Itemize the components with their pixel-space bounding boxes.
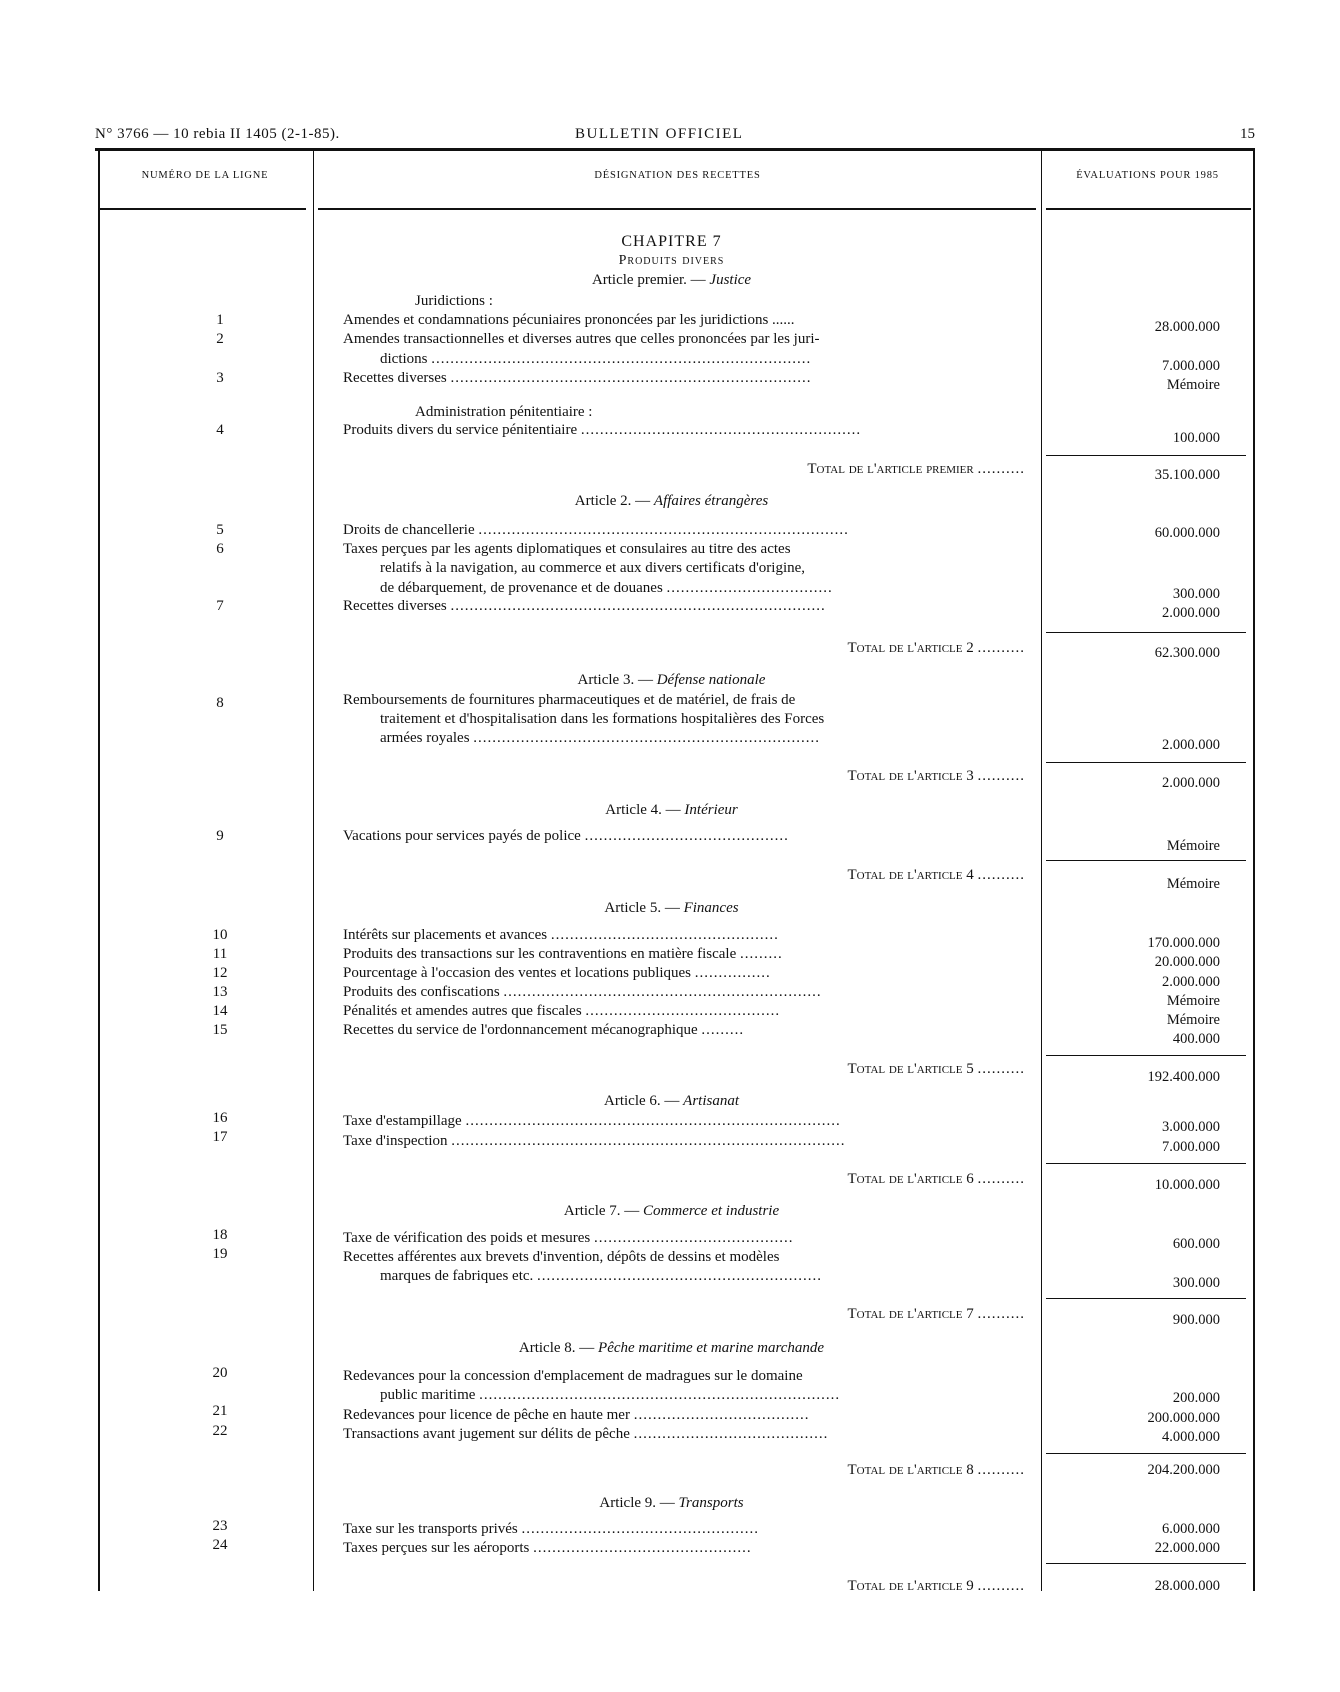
line-description: Recettes afférentes aux brevets d'invention, dépôts de dessins et modèles: [343, 1249, 780, 1265]
subtotal-rule: [1046, 455, 1246, 456]
line-description: Taxe d'inspection ...................................................................................: [343, 1133, 846, 1149]
line-number: 12: [212, 965, 228, 981]
line-value: 200.000.000: [1147, 1410, 1220, 1426]
line-description: Pénalités et amendes autres que fiscales .........................................: [343, 1003, 781, 1019]
right-border: [1253, 151, 1255, 1591]
line-number: 16: [212, 1110, 228, 1126]
article-total-value: 2.000.000: [1162, 775, 1220, 791]
line-number: 6: [216, 541, 224, 557]
line-value: 4.000.000: [1162, 1429, 1220, 1445]
line-number: 21: [212, 1403, 228, 1419]
article-total-value: 28.000.000: [1154, 1578, 1220, 1594]
line-description: Recettes du service de l'ordonnancement mécanographique .........: [343, 1022, 745, 1038]
column-header-designation: DÉSIGNATION DES RECETTES: [594, 170, 761, 181]
line-value: 6.000.000: [1162, 1521, 1220, 1537]
line-description: Taxes perçues sur les aéroports ..............................................: [343, 1540, 752, 1556]
line-value: 170.000.000: [1147, 935, 1220, 951]
subtotal-rule: [1046, 762, 1246, 763]
line-value: 300.000: [1172, 586, 1220, 602]
line-value: 60.000.000: [1154, 525, 1220, 541]
line-description: Redevances pour licence de pêche en haute mer .....................................: [343, 1407, 810, 1423]
article-total-value: 900.000: [1172, 1312, 1220, 1328]
page-number: 15: [1240, 126, 1255, 142]
header-underline-2: [318, 208, 1036, 210]
article-heading: Article 8. — Pêche maritime et marine marchande: [518, 1340, 825, 1356]
article-total-label: Total de l'article 6 ..........: [847, 1171, 1025, 1187]
line-description: Redevances pour la concession d'emplacement de madragues sur le domaine: [343, 1368, 803, 1384]
article-heading: Article 2. — Affaires étrangères: [574, 493, 769, 509]
line-number: 13: [212, 984, 228, 1000]
line-description-cont: dictions ................................................................................: [380, 351, 812, 367]
line-description: Pourcentage à l'occasion des ventes et locations publiques ................: [343, 965, 771, 981]
header-underline-3: [1046, 208, 1251, 210]
line-number: 2: [216, 331, 224, 347]
line-number: 5: [216, 522, 224, 538]
subtotal-rule: [1046, 1298, 1246, 1299]
line-description-cont: armées royales .........................................................................: [380, 730, 821, 746]
article-heading: Article premier. — Justice: [591, 272, 752, 288]
line-description: Taxe de vérification des poids et mesures ..........................................: [343, 1230, 794, 1246]
article-total-label: Total de l'article 3 ..........: [847, 768, 1025, 784]
line-description: Droits de chancellerie ..............................................................................: [343, 522, 849, 538]
line-value: 28.000.000: [1154, 319, 1220, 335]
issue-reference: N° 3766 — 10 rebia II 1405 (2-1-85).: [95, 126, 340, 142]
line-value: 2.000.000: [1162, 737, 1220, 753]
line-description: Taxe d'estampillage ...............................................................................: [343, 1113, 841, 1129]
line-number: 7: [216, 598, 224, 614]
subtotal-rule: [1046, 860, 1246, 861]
line-value: 400.000: [1172, 1031, 1220, 1047]
subtotal-rule: [1046, 632, 1246, 633]
article-total-label: Total de l'article 7 ..........: [847, 1306, 1025, 1322]
header-underline-1: [100, 208, 306, 210]
line-value: 7.000.000: [1162, 1139, 1220, 1155]
line-description: Vacations pour services payés de police ...........................................: [343, 828, 789, 844]
article-heading: Article 9. — Transports: [599, 1495, 744, 1511]
chapter-title: CHAPITRE 7: [621, 233, 722, 250]
group-label: Administration pénitentiaire :: [415, 404, 593, 420]
line-number: 23: [212, 1518, 228, 1534]
subtotal-rule: [1046, 1163, 1246, 1164]
line-description-cont: traitement et d'hospitalisation dans les formations hospitalières des Forces: [380, 711, 825, 727]
line-value: 2.000.000: [1162, 605, 1220, 621]
line-description-cont: marques de fabriques etc. ............................................................: [380, 1268, 823, 1284]
article-total-label: Total de l'article 8 ..........: [847, 1462, 1025, 1478]
col-divider-1: [313, 151, 314, 1591]
line-description: Produits des transactions sur les contraventions en matière fiscale .........: [343, 946, 783, 962]
publication-title: BULLETIN OFFICIEL: [575, 126, 744, 142]
line-value: 7.000.000: [1162, 358, 1220, 374]
article-total-value: 10.000.000: [1154, 1177, 1220, 1193]
line-value: Mémoire: [1166, 838, 1220, 854]
line-description: Taxes perçues par les agents diplomatiques et consulaires au titre des actes: [343, 541, 791, 557]
line-value: Mémoire: [1166, 1012, 1220, 1028]
line-number: 8: [216, 695, 224, 711]
group-label: Juridictions :: [415, 293, 493, 309]
subtotal-rule: [1046, 1563, 1246, 1564]
article-heading: Article 4. — Intérieur: [605, 802, 738, 818]
line-description: Intérêts sur placements et avances ................................................: [343, 927, 779, 943]
line-number: 10: [212, 927, 228, 943]
article-total-label: Total de l'article 4 ..........: [847, 867, 1025, 883]
article-heading: Article 5. — Finances: [604, 900, 739, 916]
article-heading: Article 3. — Défense nationale: [577, 672, 766, 688]
line-value: 3.000.000: [1162, 1119, 1220, 1135]
line-value: 20.000.000: [1154, 954, 1220, 970]
subtotal-rule: [1046, 1453, 1246, 1454]
article-total-value: 62.300.000: [1154, 645, 1220, 661]
line-value: 300.000: [1172, 1275, 1220, 1291]
line-description: Produits divers du service pénitentiaire ...........................................................: [343, 422, 862, 438]
article-total-label: Total de l'article 5 ..........: [847, 1061, 1025, 1077]
line-value: 200.000: [1172, 1390, 1220, 1406]
line-number: 3: [216, 370, 224, 386]
line-value: 100.000: [1172, 430, 1220, 446]
line-value: Mémoire: [1166, 377, 1220, 393]
line-description: Amendes transactionnelles et diverses autres que celles prononcées par les juri-: [343, 331, 820, 347]
column-header-evaluation: ÉVALUATIONS POUR 1985: [1076, 170, 1219, 181]
left-border: [98, 151, 100, 1591]
subtotal-rule: [1046, 1055, 1246, 1056]
line-description: Amendes et condamnations pécuniaires prononcées par les juridictions ......: [343, 312, 795, 328]
line-description-cont: de débarquement, de provenance et de douanes ...................................: [380, 580, 833, 596]
line-number: 4: [216, 422, 224, 438]
line-number: 20: [212, 1365, 228, 1381]
line-description: Taxe sur les transports privés ..................................................: [343, 1521, 759, 1537]
line-value: 22.000.000: [1154, 1540, 1220, 1556]
line-number: 11: [212, 946, 228, 962]
line-description: Recettes diverses ............................................................................: [343, 370, 812, 386]
article-total-value: 192.400.000: [1147, 1069, 1220, 1085]
article-total-value: Mémoire: [1166, 876, 1220, 892]
line-number: 18: [212, 1227, 228, 1243]
article-total-label: Total de l'article 2 ..........: [847, 640, 1025, 656]
line-number: 15: [212, 1022, 228, 1038]
line-number: 19: [212, 1246, 228, 1262]
chapter-subtitle: Produits divers: [618, 253, 725, 268]
line-number: 1: [216, 312, 224, 328]
article-total-label: Total de l'article 9 ..........: [847, 1578, 1025, 1594]
line-description-cont: public maritime ............................................................................: [380, 1387, 841, 1403]
line-number: 24: [212, 1537, 228, 1553]
page-header: [95, 126, 1255, 146]
line-value: 2.000.000: [1162, 974, 1220, 990]
article-total-value: 204.200.000: [1147, 1462, 1220, 1478]
article-total-label: Total de l'article premier ..........: [807, 461, 1025, 477]
article-heading: Article 6. — Artisanat: [604, 1093, 739, 1109]
line-number: 22: [212, 1423, 228, 1439]
line-value: Mémoire: [1166, 993, 1220, 1009]
line-value: 600.000: [1172, 1236, 1220, 1252]
column-header-line-number: NUMÉRO DE LA LIGNE: [141, 170, 269, 181]
line-description: Remboursements de fournitures pharmaceutiques et de matériel, de frais de: [343, 692, 796, 708]
line-description: Recettes diverses ...............................................................................: [343, 598, 826, 614]
top-rule: [95, 148, 1255, 151]
line-description-cont: relatifs à la navigation, au commerce et aux divers certificats d'origine,: [380, 560, 806, 576]
line-description: Produits des confiscations ...................................................................: [343, 984, 822, 1000]
line-number: 14: [212, 1003, 228, 1019]
article-total-value: 35.100.000: [1154, 467, 1220, 483]
line-number: 17: [212, 1129, 228, 1145]
article-heading: Article 7. — Commerce et industrie: [563, 1203, 780, 1219]
line-number: 9: [216, 828, 224, 844]
line-description: Transactions avant jugement sur délits de pêche .........................................: [343, 1426, 829, 1442]
